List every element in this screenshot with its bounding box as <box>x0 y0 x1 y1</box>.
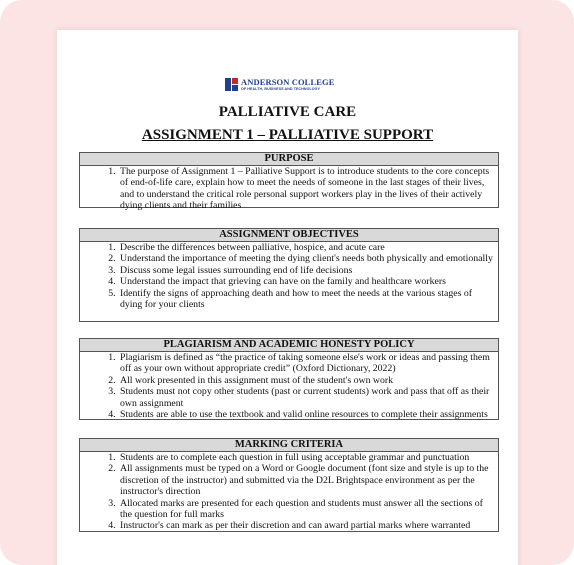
college-crest-icon <box>225 78 238 91</box>
logo-name: ANDERSON COLLEGE <box>241 77 335 87</box>
section-header: ASSIGNMENT OBJECTIVES <box>80 229 498 242</box>
plagiarism-section <box>79 338 499 420</box>
document-page <box>57 30 518 565</box>
list-item: 4. Students are able to use the textbook and valid online resources to complete their assignments <box>118 409 494 420</box>
list-item: 2. All work presented in this assignment must of the student's own work <box>118 375 494 386</box>
list-item: 2. Understand the importance of meeting the dying client's needs both physically and emotionally <box>118 253 494 264</box>
college-logo <box>225 78 334 91</box>
list-item: 2. All assignments must be typed on a Word or Google document (font size and style is up to the discretion of the instructor) and submitted via the D2L Brightspace environment as per the instructor's direction <box>118 463 494 497</box>
list-item: 3. Students must not copy other students (past or current students) work and pass that off as their own assignment <box>118 386 494 409</box>
list-item: 5. Identify the signs of approaching death and how to meet the needs at the various stages of dying for your clients <box>118 288 494 311</box>
list-item: 4. Understand the impact that grieving can have on the family and healthcare workers <box>118 276 494 287</box>
logo-subtitle: OF HEALTH, BUSINESS AND TECHNOLOGY <box>241 86 321 91</box>
objectives-section <box>79 228 499 322</box>
section-header: PLAGIARISM AND ACADEMIC HONESTY POLICY <box>80 339 498 352</box>
list-item: 1. The purpose of Assignment 1 – Palliative Support is to introduce students to the core concepts of end-of-life care, explain how to meet the needs of someone in the last stages of their lives, and to understand the critical role personal support workers play in the lives of their actively dying clients and their families <box>118 166 494 212</box>
section-header: PURPOSE <box>80 153 498 166</box>
section-header: MARKING CRITERIA <box>80 439 498 452</box>
marking-section <box>79 438 499 532</box>
document-subtitle: ASSIGNMENT 1 – PALLIATIVE SUPPORT <box>141 127 434 143</box>
list-item: 1. Plagiarism is defined as “the practice of taking someone else's work or ideas and passing them off as your own without appropriate credit” (Oxford Dictionary, 2022) <box>118 352 494 375</box>
list-item: 1. Students are to complete each question in full using acceptable grammar and punctuation <box>118 452 494 463</box>
list-item: 4. Instructor's can mark as per their discretion and can award partial marks where warranted <box>118 520 494 531</box>
list-item: 3. Discuss some legal issues surrounding end of life decisions <box>118 265 494 276</box>
list-item: 1. Describe the differences between palliative, hospice, and acute care <box>118 242 494 253</box>
purpose-section <box>79 152 499 212</box>
document-title: PALLIATIVE CARE <box>218 104 357 120</box>
list-item: 3. Allocated marks are presented for each question and students must answer all the sections of the question for full marks <box>118 498 494 521</box>
